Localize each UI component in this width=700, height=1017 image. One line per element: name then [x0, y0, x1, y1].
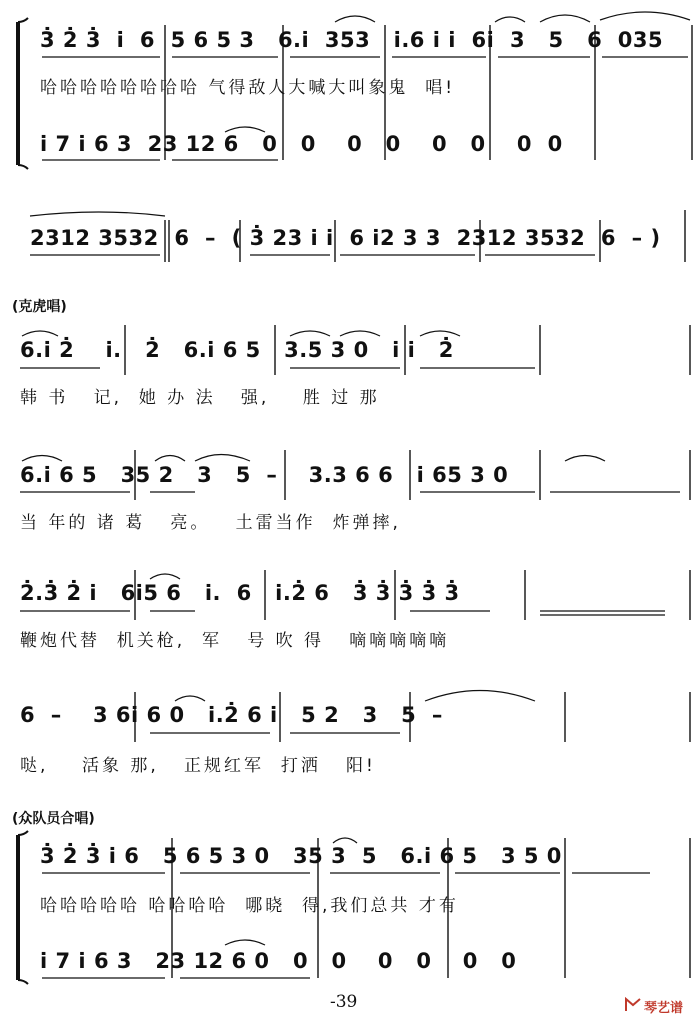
score-notes-line-6: 2̇.3̇ 2̇ i̇ 6i̇5 6 i̇. 6 i̇.2̇ 6 3̇ 3̇ 3̇ 3̇ 3̇ — [20, 581, 460, 605]
page-number: -39 — [330, 992, 358, 1012]
singer-label-chorus: (众队员合唱) — [12, 811, 95, 827]
score-lyric-line-6: 哈哈哈哈哈 哈哈哈哈 哪晓 得,我们总共 才有 — [40, 896, 459, 916]
score-notes-line-5: 6.i̇ 6 5 35 2 3 5 – 3.3 6 6 i̇ 65 3 0 — [20, 463, 509, 487]
site-logo-text: 琴艺谱 — [644, 1001, 684, 1016]
singer-label-kehu: (克虎唱) — [12, 299, 67, 315]
score-lyric-line-1: 哈哈哈哈哈哈哈哈 气得敌人大喊大叫象鬼 唱! — [40, 78, 456, 98]
score-notes-line-8: 3̇ 2̇ 3̇ i̇ 6 5 6 5 3 0 35 3 5 6.i̇ 6 5 3 5 0 — [40, 844, 562, 868]
score-notes-line-1: 3̇ 2̇ 3̇ i̇ 6 5 6 5 3 6.i̇ 353 i̇.6 i̇ i̇ 6i̇ 3 5 6 035 — [40, 28, 664, 52]
score-lyric-line-3: 当 年的 诸 葛 亮。 土雷当作 炸弹摔, — [20, 513, 401, 533]
score-lyric-line-5: 哒, 活象 那, 正规红军 打洒 阳! — [20, 756, 376, 776]
score-notes-line-3: 2312 3532 6 – ( 3̇ 23 i̇ i̇ 6 i̇2 3 3 2312 3532 6 – ) — [30, 226, 661, 250]
score-notes-line-9: i̇ 7 i̇ 6 3 23 12 6 0 0 0 0 0 0 0 — [40, 949, 517, 973]
score-notes-line-7: 6 – 3 6i̇ 6 0 i̇.2̇ 6 i̇ 5 2 3 5 – — [20, 703, 443, 727]
score-notes-line-2: i̇ 7 i̇ 6 3 23 12 6 0 0 0 0 0 0 0 0 — [40, 132, 563, 156]
score-lyric-line-4: 鞭炮代替 机关枪, 军 号 吹 得 嘀嘀嘀嘀嘀 — [20, 631, 450, 651]
score-lyric-line-2: 韩 书 记, 她 办 法 强, 胜 过 那 — [20, 388, 380, 408]
score-notes-line-4: 6.i̇ 2̇ i̇. 2̇ 6.i̇ 6 5 3.5 3 0 i̇ i̇ 2̇ — [20, 338, 454, 362]
